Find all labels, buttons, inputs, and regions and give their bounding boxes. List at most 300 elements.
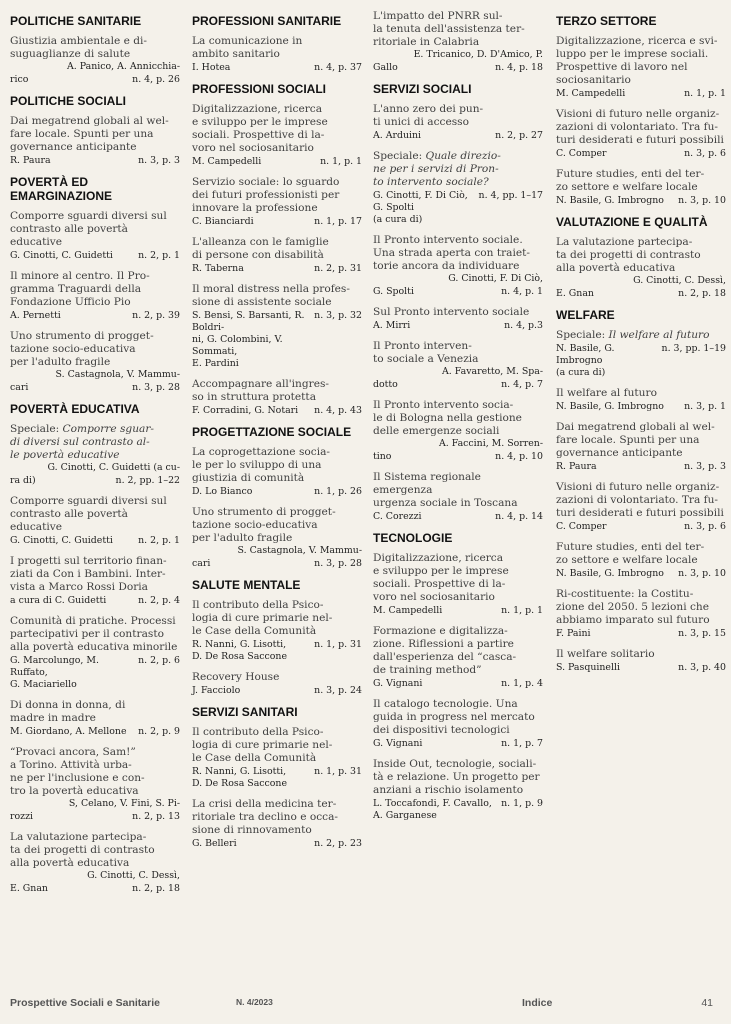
entry-title-text: “Provaci ancora, Sam!” a Torino. Attività urba- ne per l'inclusione e con- tro la povertà educativa [10,746,145,797]
entry-title-text: Il contributo della Psico- logia di cure primarie nel- le Case della Comunità [192,599,333,637]
index-entry [373,758,543,822]
special-title: Quale direzio- ne per i servizi di Pron- to intervento sociale? [373,150,501,188]
entry-title-text: La valutazione partecipa- ta dei progetti di contrasto alla povertà educativa [556,236,701,274]
entry-title-text: Di donna in donna, di madre in madre [10,699,126,724]
entry-title-text: L'anno zero dei pun- ti unici di accesso [373,103,484,128]
entry-title [10,270,180,309]
entry-title [373,758,543,797]
entry-title-text: Dai megatrend globali al wel- fare locale. Spunti per una governance anticipante [10,115,169,153]
entry-reference: n. 3, p. 6 [684,148,726,159]
entry-authors: G. Vignani [373,678,423,689]
entry-reference: n. 4, p. 37 [314,62,362,73]
index-entry [556,541,726,580]
index-entry [10,210,180,262]
entry-title-text: Digitalizzazione, ricerca e sviluppo per le imprese sociali. Prospettive di la- voro nel sociosanitario [192,103,328,154]
section-heading: PROGETTAZIONE SOCIALE [192,425,352,439]
entry-reference: n. 1, p. 31 [314,766,362,777]
entry-byline [10,74,180,86]
index-entry [10,270,180,322]
entry-byline [10,382,180,394]
entry-authors: ra di) [10,475,36,486]
entry-reference: n. 3, p. 32 [314,310,362,321]
index-entry [373,399,543,463]
special-title: Il welfare al futuro [608,329,710,341]
entry-byline [556,521,726,533]
entry-byline [373,379,543,391]
entry-byline [373,605,543,617]
entry-authors: R. Nanni, G. Lisotti, D. De Rosa Saccone [192,639,288,662]
entry-title-text: Formazione e digitalizza- zione. Riflessioni a partire dall'esperienza del “casca- de training method” [373,625,517,676]
entry-byline [10,155,180,167]
entry-title [192,506,362,545]
entry-title-text: Comunità di pratiche. Processi partecipativi per il contrasto alla povertà educativa minorile [10,615,178,653]
entry-reference: n. 2, p. 23 [314,838,362,849]
entry-authors: S. Pasquinelli [556,662,620,673]
entry-byline [192,310,362,370]
entry-byline [373,62,543,74]
section-heading: POVERTÀ EDUCATIVA [10,402,140,416]
entry-byline [556,662,726,674]
entry-byline [10,535,180,547]
index-section [192,82,362,417]
entry-title [192,378,362,404]
entry-title [556,481,726,520]
entry-byline [373,320,543,332]
entry-authors: G. Marcolungo, M. Ruffato, G. Maciariello [10,655,99,690]
entry-title [10,831,180,870]
entry-byline [192,156,362,168]
entry-byline [556,461,726,473]
entry-title-text: Accompagnare all'ingres- so in struttura protetta [192,378,330,403]
entry-reference: n. 1, p. 1 [501,605,543,616]
entry-title-text: Servizio sociale: lo sguardo dei futuri professionisti per innovare la professione [192,176,340,214]
entry-title [373,399,543,438]
entry-authors: N. Basile, G. Imbrogno [556,568,664,579]
entry-byline [373,451,543,463]
entry-byline [192,405,362,417]
entry-reference: n. 1, p. 4 [501,678,543,689]
entry-title [556,35,726,87]
entry-byline [10,726,180,738]
entry-byline [373,678,543,690]
index-entry [192,236,362,275]
index-entry [373,552,543,617]
entry-reference: n. 3, p. 28 [314,558,362,569]
entry-reference: n. 3, p. 28 [132,382,180,393]
entry-byline [10,250,180,262]
entry-authors: M. Campedelli [556,88,626,99]
entry-byline [192,486,362,498]
special-prefix: Speciale: [10,423,63,435]
entry-title-text: Future studies, enti del ter- zo settore e welfare locale [556,168,705,193]
special-prefix: Speciale: [373,150,426,162]
entry-title [10,330,180,369]
index-entry [192,506,362,570]
entry-authors: L. Toccafondi, F. Cavallo, A. Garganese [373,798,492,821]
entry-authors: R. Paura [10,155,51,166]
entry-reference: n. 4, p. 1 [501,286,543,297]
entry-reference: n. 2, p. 18 [132,883,180,894]
entry-byline [10,811,180,823]
index-entry [556,481,726,533]
entry-title [556,588,726,627]
entry-title [373,698,543,737]
section-heading: WELFARE [556,308,615,322]
index-entry [192,599,362,663]
entry-byline [192,216,362,228]
entry-reference: n. 3, p. 3 [684,461,726,472]
entry-title-text: Dai megatrend globali al wel- fare locale. Spunti per una governance anticipante [556,421,715,459]
entry-title [192,103,362,155]
entry-authors: R. Taberna [192,263,244,274]
entry-byline [556,195,726,207]
index-entry [556,108,726,160]
entry-reference: n. 2, p. 13 [132,811,180,822]
entry-title [10,615,180,654]
entry-title-text: Uno strumento di progget- tazione socio-educativa per l'adulto fragile [10,330,154,368]
entry-title [373,340,543,366]
entry-title-text: Il Pronto interven- to sociale a Venezia [373,340,479,365]
entry-byline [556,88,726,100]
section-heading: PROFESSIONI SANITARIE [192,14,342,28]
section-heading: SERVIZI SOCIALI [373,82,472,96]
index-entry [192,798,362,850]
entry-title [556,387,726,400]
index-entry [192,671,362,697]
index-column-4 [556,10,726,682]
index-entry [192,103,362,168]
entry-reference: n. 4, p. 10 [495,451,543,462]
entry-title-text: Visioni di futuro nelle organiz- zazioni di volontariato. Tra fu- turi desiderati e futuri possibili [556,108,724,146]
index-section [556,14,726,207]
index-column-3 [373,10,543,830]
entry-title-text: Comporre sguardi diversi sul contrasto alle povertà educative [10,210,167,248]
entry-reference: n. 1, p. 1 [320,156,362,167]
entry-authors: S. Bensi, S. Barsanti, R. Boldri- ni, G. Colombini, V. Sommati, E. Pardini [192,310,305,369]
entry-authors: Gallo [373,62,398,73]
entry-authors-line: S, Celano, V. Fini, S. Pi- [68,798,180,809]
entry-byline [192,838,362,850]
index-entry [192,176,362,228]
entry-title-text: Recovery House [192,671,280,683]
section-heading: SALUTE MENTALE [192,578,301,592]
entry-authors: F. Corradini, G. Notari [192,405,299,416]
entry-byline [556,148,726,160]
entry-authors: N. Basile, G. Imbrogno [556,401,664,412]
index-section [556,308,726,674]
entry-title-text: Digitalizzazione, ricerca e sviluppo per le imprese sociali. Prospettive di la- voro nel sociosanitario [373,552,509,603]
entry-reference: n. 1, p. 9 [501,798,543,809]
entry-authors: tino [373,451,392,462]
entry-title [373,471,543,510]
entry-title [556,421,726,460]
index-section [373,531,543,822]
entry-authors: D. Lo Bianco [192,486,253,497]
entry-title-text: Il moral distress nella profes- sione di assistente sociale [192,283,350,308]
special-title: Comporre sguar- di diversi sul contrasto al- le povertà educative [10,423,155,461]
index-section [192,14,362,74]
entry-reference: n. 4, pp. 1–17 [478,190,543,201]
entry-byline [556,288,726,300]
entry-authors-line: A. Favaretto, M. Spa- [442,366,543,377]
section-heading: TERZO SETTORE [556,14,657,28]
entry-authors: cari [192,558,211,569]
entry-title [373,10,543,49]
index-entry [192,35,362,74]
entry-byline [373,190,543,226]
entry-byline [192,639,362,663]
entry-authors: E. Gnan [556,288,594,299]
entry-authors: R. Nanni, G. Lisotti, D. De Rosa Saccone [192,766,288,789]
entry-title [556,541,726,567]
index-entry [373,698,543,750]
entry-authors-line: A. Panico, A. Annicchia- [67,61,180,72]
index-entry [10,615,180,691]
entry-authors: M. Campedelli [373,605,443,616]
section-heading: SERVIZI SANITARI [192,705,298,719]
entry-reference: n. 4, p. 26 [132,74,180,85]
index-entry [373,340,543,391]
entry-title [556,329,726,342]
entry-authors-line: E. Tricanico, D. D'Amico, P. [413,49,543,60]
index-entry [10,330,180,394]
entry-byline [192,766,362,790]
entry-reference: n. 1, p. 31 [314,639,362,650]
index-entry [556,35,726,100]
entry-byline [192,685,362,697]
section-heading: POLITICHE SOCIALI [10,94,127,108]
entry-title [373,625,543,677]
section-heading: POLITICHE SANITARIE [10,14,142,28]
entry-title-text: L'impatto del PNRR sul- la tenuta dell'assistenza ter- ritoriale in Calabria [373,10,525,48]
entry-authors-line: S. Castagnola, V. Mammu- [237,545,362,556]
entry-reference: n. 3, p. 15 [678,628,726,639]
index-entry [10,555,180,607]
entry-title-text: Il minore al centro. Il Pro- gramma Traguardi della Fondazione Ufficio Pio [10,270,150,308]
entry-reference: n. 2, p. 6 [138,655,180,666]
entry-authors: R. Paura [556,461,597,472]
entry-byline [373,511,543,523]
entry-byline [192,62,362,74]
entry-byline [373,738,543,750]
entry-title [192,236,362,262]
entry-title-text: Sul Pronto intervento sociale [373,306,530,318]
section-heading: PROFESSIONI SOCIALI [192,82,327,96]
entry-authors: G. Cinotti, C. Guidetti [10,250,113,261]
entry-title-text: Il Pronto intervento sociale. Una strada aperta con traiet- torie ancora da individuare [373,234,530,272]
index-section [10,94,180,167]
entry-authors: E. Gnan [10,883,48,894]
entry-byline [10,655,180,691]
entry-title [373,103,543,129]
index-entry [192,378,362,417]
entry-authors: C. Bianciardi [192,216,254,227]
index-section [192,425,362,570]
entry-title-text: Visioni di futuro nelle organiz- zazioni di volontariato. Tra fu- turi desiderati e futuri possibili [556,481,724,519]
entry-title [192,446,362,485]
index-entry [556,421,726,473]
entry-reference: n. 2, p. 27 [495,130,543,141]
index-entry [373,150,543,226]
entry-title [192,671,362,684]
entry-authors: cari [10,382,29,393]
index-entry [556,648,726,674]
entry-authors: A. Pernetti [10,310,61,321]
entry-title [10,115,180,154]
issue-number: N. 4/2023 [236,997,273,1007]
entry-authors: G. Spolti [373,286,414,297]
entry-reference: n. 4, p. 43 [314,405,362,416]
index-section [192,705,362,850]
entry-title [556,108,726,147]
index-entry [10,115,180,167]
entry-reference: n. 3, p. 40 [678,662,726,673]
entry-authors: G. Cinotti, C. Guidetti [10,535,113,546]
entry-authors: a cura di C. Guidetti [10,595,107,606]
section-heading: POVERTÀ ED EMARGINAZIONE [10,175,112,203]
entry-title [10,423,180,462]
entry-title-text: Digitalizzazione, ricerca e svi- luppo per le imprese sociali. Prospettive di lavoro nel sociosanitario [556,35,718,86]
index-section [10,175,180,394]
index-entry [373,471,543,523]
entry-byline [10,310,180,322]
entry-title [10,555,180,594]
entry-title-text: Il welfare solitario [556,648,655,660]
entry-authors-line: G. Cinotti, C. Dessì, [87,870,180,881]
entry-authors: rozzi [10,811,34,822]
section-heading: VALUTAZIONE E QUALITÀ [556,215,708,229]
index-entry [10,35,180,86]
entry-reference: n. 3, pp. 1–19 [661,343,726,354]
entry-title-text: La comunicazione in ambito sanitario [192,35,303,60]
entry-title-text: Future studies, enti del ter- zo settore e welfare locale [556,541,705,566]
entry-authors: M. Campedelli [192,156,262,167]
entry-title-text: La coprogettazione socia- le per lo sviluppo di una giustizia di comunità [192,446,330,484]
entry-reference: n. 1, p. 17 [314,216,362,227]
index-entry [373,103,543,142]
index-section [10,402,180,895]
entry-title-text: Comporre sguardi diversi sul contrasto alle povertà educative [10,495,167,533]
entry-title [373,306,543,319]
entry-authors: rico [10,74,29,85]
entry-authors: A. Mirri [373,320,411,331]
entry-authors: G. Cinotti, F. Di Ciò, G. Spolti (a cura di) [373,190,468,225]
entry-reference: n. 2, p. 4 [138,595,180,606]
entry-authors: N. Basile, G. Imbrogno [556,195,664,206]
index-entry [192,726,362,790]
entry-title-text: Il contributo della Psico- logia di cure primarie nel- le Case della Comunità [192,726,333,764]
entry-reference: n. 4, p. 18 [495,62,543,73]
entry-reference: n. 4, p.3 [504,320,543,331]
entry-title [192,599,362,638]
entry-reference: n. 2, p. 31 [314,263,362,274]
entry-authors: dotto [373,379,398,390]
entry-reference: n. 2, p. 1 [138,535,180,546]
entry-reference: n. 4, p. 14 [495,511,543,522]
entry-reference: n. 3, p. 10 [678,195,726,206]
entry-title [192,283,362,309]
entry-reference: n. 1, p. 7 [501,738,543,749]
entry-authors: C. Corezzi [373,511,422,522]
entry-reference: n. 3, p. 3 [138,155,180,166]
index-entry [10,746,180,823]
entry-authors: C. Comper [556,148,607,159]
entry-byline [10,475,180,487]
index-entry [556,588,726,640]
entry-title [10,746,180,798]
page-number: 41 [701,997,713,1009]
index-entry [192,283,362,370]
entry-authors: M. Giordano, A. Mellone [10,726,127,737]
entry-authors-line: G. Cinotti, F. Di Ciò, [448,273,543,284]
entry-title [192,798,362,837]
entry-reference: n. 2, p. 39 [132,310,180,321]
index-column-1 [10,10,180,903]
entry-byline [10,883,180,895]
entry-title [373,234,543,273]
entry-reference: n. 1, p. 1 [684,88,726,99]
entry-title [373,552,543,604]
entry-authors: G. Belleri [192,838,237,849]
entry-byline [373,798,543,822]
entry-title-text: Giustizia ambientale e di- suguaglianze di salute [10,35,148,60]
entry-reference: n. 1, p. 26 [314,486,362,497]
entry-title [10,35,180,61]
index-entry [556,236,726,300]
entry-title [373,150,543,189]
index-entry [373,234,543,298]
entry-byline [556,401,726,413]
entry-authors: N. Basile, G. Imbrogno (a cura di) [556,343,615,378]
special-prefix: Speciale: [556,329,609,341]
entry-title [192,35,362,61]
index-section [556,215,726,300]
entry-title-text: L'alleanza con le famiglie di persone con disabilità [192,236,329,261]
index-entry [373,625,543,690]
index-section [373,82,543,523]
index-entry [556,168,726,207]
entry-title-text: Uno strumento di progget- tazione socio-educativa per l'adulto fragile [192,506,336,544]
entry-byline [556,628,726,640]
entry-title-text: Il welfare al futuro [556,387,657,399]
index-section [373,10,543,74]
entry-title-text: La valutazione partecipa- ta dei progetti di contrasto alla povertà educativa [10,831,155,869]
journal-name: Prospettive Sociali e Sanitarie [10,997,160,1009]
entry-title-text: Il Sistema regionale emergenza urgenza sociale in Toscana [373,471,518,509]
index-section [192,578,362,697]
entry-title [10,210,180,249]
entry-reference: n. 3, p. 1 [684,401,726,412]
index-entry [192,446,362,498]
entry-authors-line: S. Castagnola, V. Mammu- [55,369,180,380]
entry-byline [373,286,543,298]
index-column-2 [192,10,362,858]
entry-byline [556,568,726,580]
index-entry [10,699,180,738]
entry-title-text: I progetti sul territorio finan- ziati da Con i Bambini. Inter- vista a Marco Rossi Doria [10,555,167,593]
entry-authors: I. Hotea [192,62,231,73]
page-footer [10,997,713,1013]
index-entry [10,831,180,895]
entry-reference: n. 3, p. 6 [684,521,726,532]
index-entry [373,10,543,74]
index-section [10,14,180,86]
entry-title-text: Il catalogo tecnologie. Una guida in progress nel mercato dei dispositivi tecnologici [373,698,535,736]
entry-authors: F. Paini [556,628,591,639]
entry-title-text: Il Pronto intervento socia- le di Bologna nella gestione delle emergenze sociali [373,399,522,437]
entry-title [556,236,726,275]
index-entry [556,329,726,379]
